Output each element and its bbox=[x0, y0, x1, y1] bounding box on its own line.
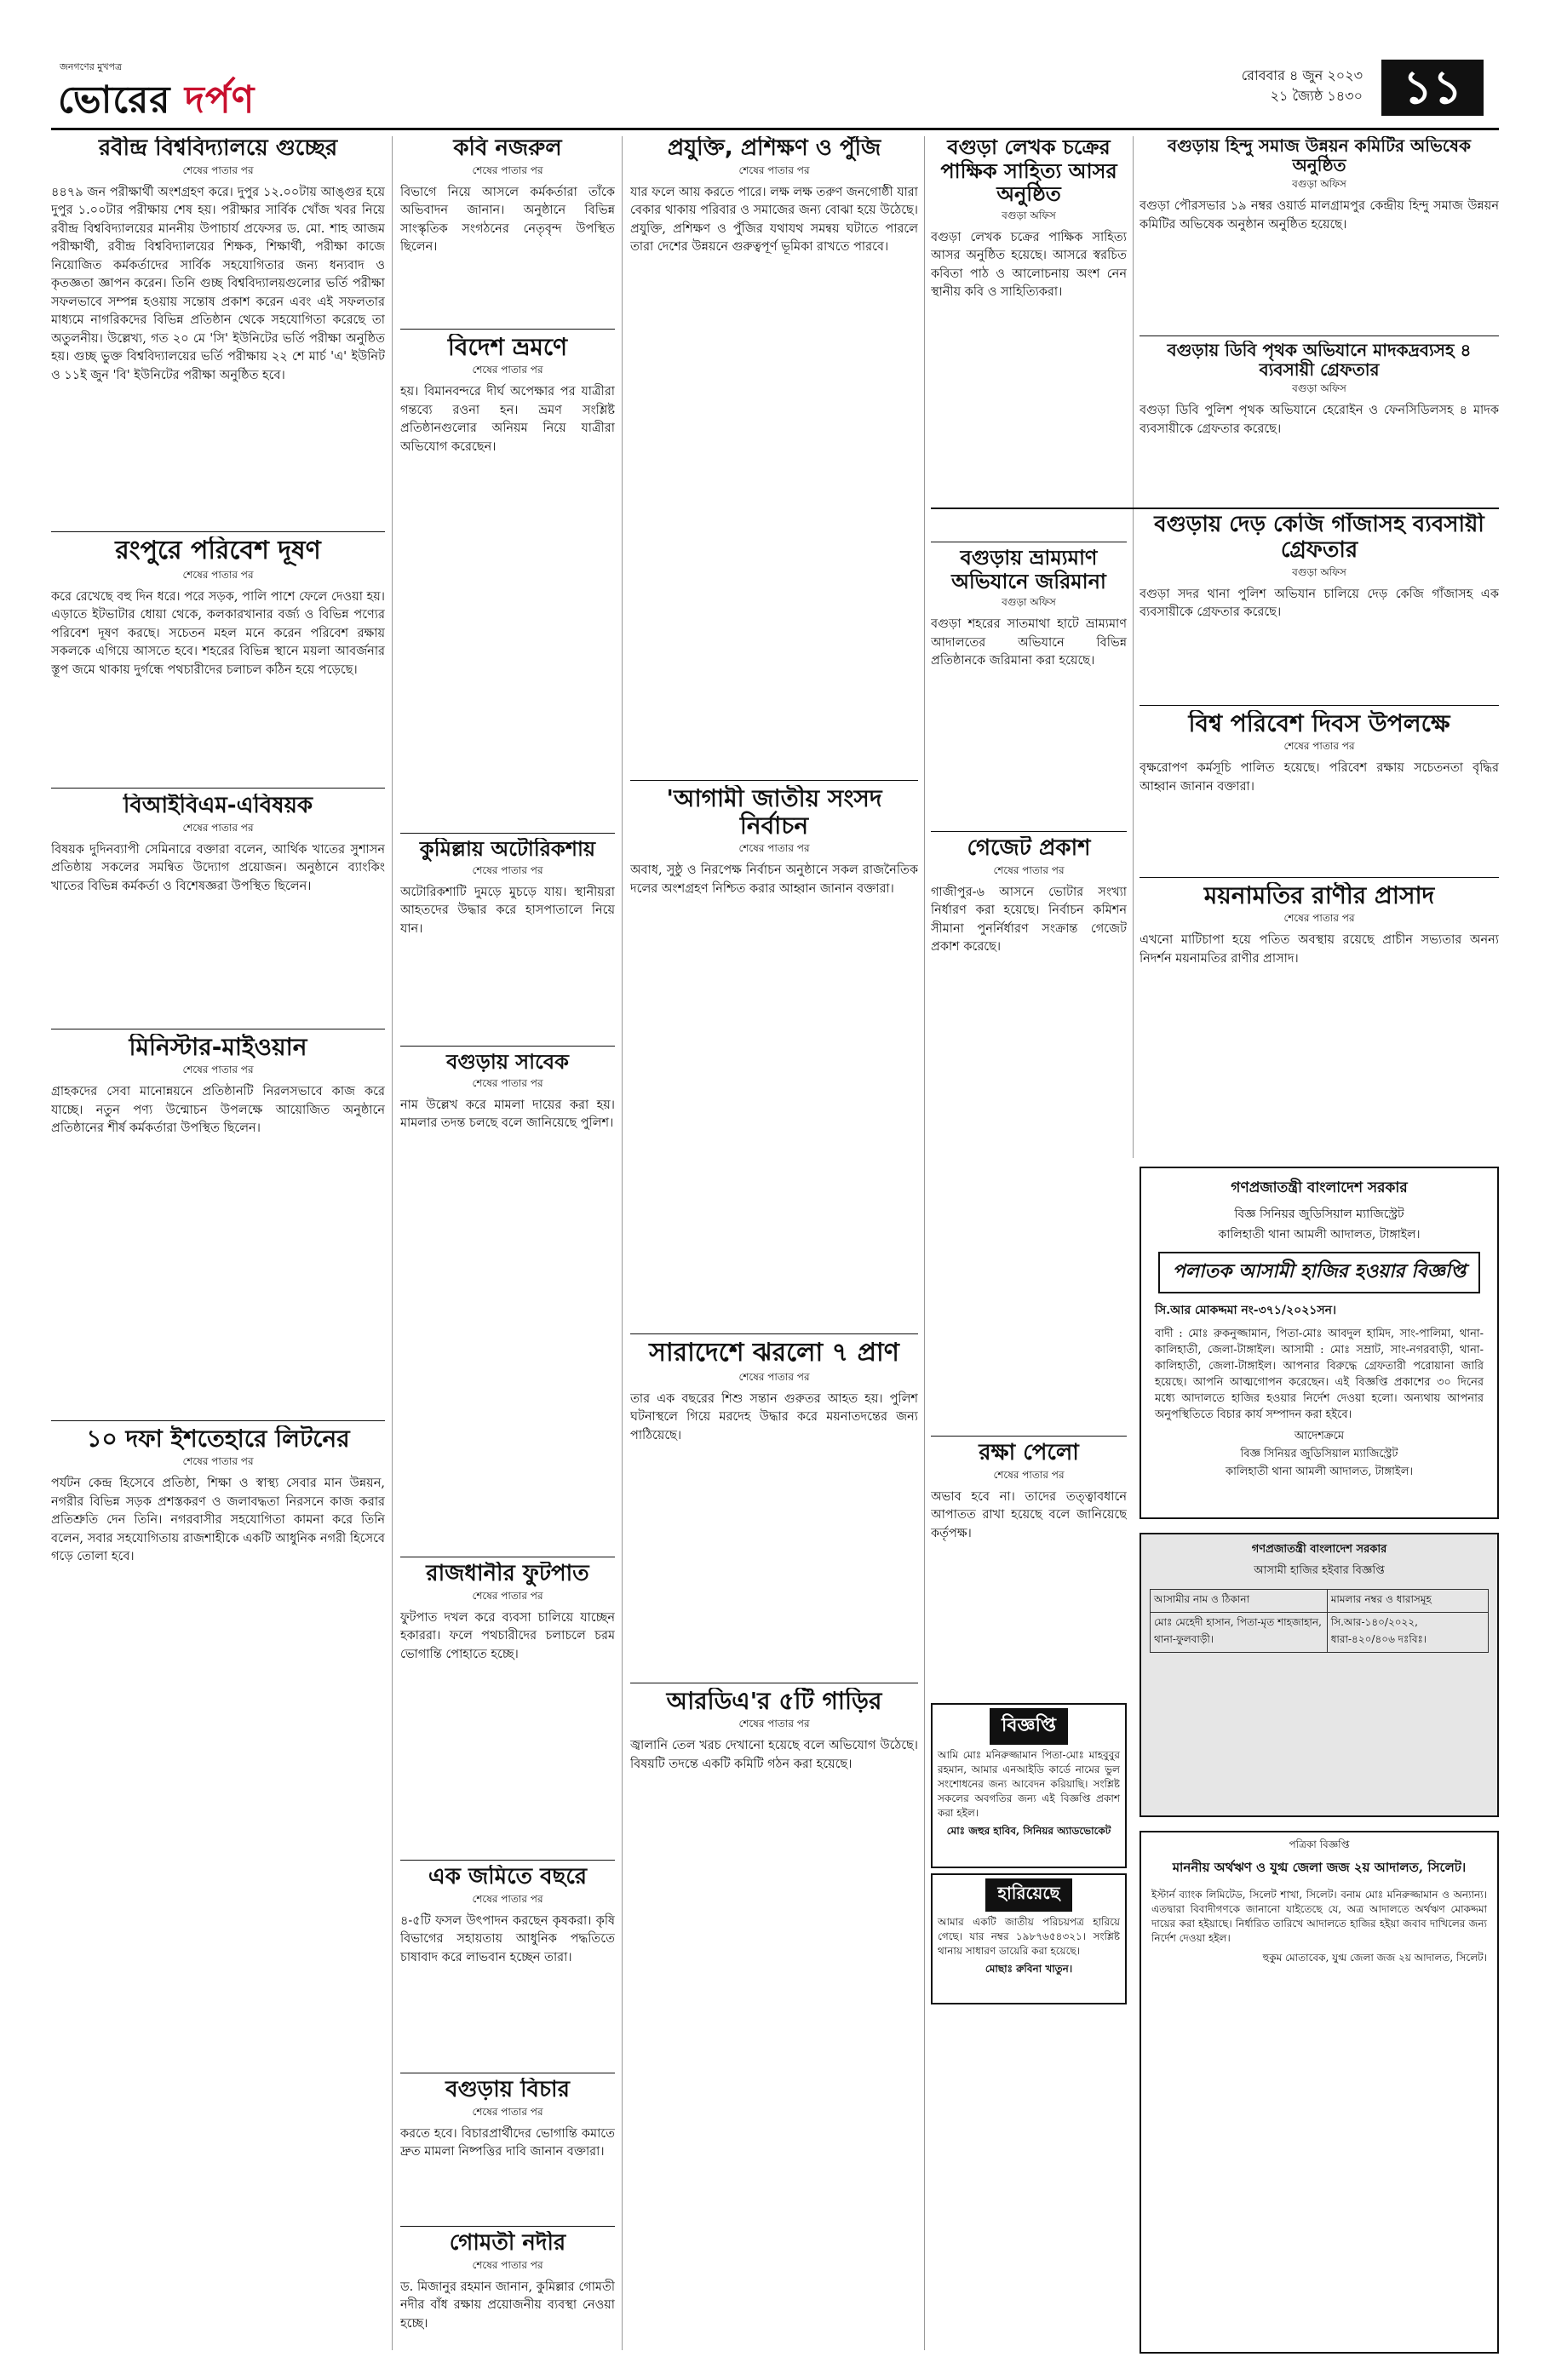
article-body: অভাব হবে না। তাদের তত্ত্বাবধানে আপাতত রাখা হয়েছে বলে জানিয়েছে কর্তৃপক্ষ। bbox=[931, 1489, 1127, 1540]
notice-govt: গণপ্রজাতন্ত্রী বাংলাদেশ সরকার bbox=[1231, 1179, 1408, 1196]
article-minister bbox=[51, 1034, 385, 1417]
notice2-title: আসামী হাজির হইবার বিজ্ঞপ্তি bbox=[1254, 1564, 1385, 1577]
article-7-pran bbox=[630, 1339, 918, 1679]
article-body: ৪-৫টি ফসল উৎপাদন করছেন কৃষকরা। কৃষি বিভাগের সহায়তায় আধুনিক পদ্ধতিতে চাষাবাদ করে লাভবান হচ্ছেন তারা। bbox=[400, 1913, 615, 1964]
article-gazette bbox=[931, 836, 1127, 1432]
article-subline: শেষের পাতার পর bbox=[1283, 740, 1355, 753]
article-ek-jomite bbox=[400, 1865, 615, 2069]
bijnapti-sign: মোঃ জহুর হাবিব, সিনিয়র অ্যাডভোকেট bbox=[946, 1825, 1111, 1837]
article-subline: বগুড়া অফিস bbox=[1002, 209, 1056, 221]
headline: বিশ্ব পরিবেশ দিবস উপলক্ষে bbox=[1188, 710, 1450, 737]
article-lekhok-chakra bbox=[931, 136, 1127, 536]
article-ganja bbox=[1140, 513, 1499, 700]
article-body: করে রেখেছে বহু দিন ধরে। পরে সড়ক, পালি পাশে ফেলে দেওয়া হয়। এড়াতে ইটভাটার ধোয়া থেকে, কলকারখানার বর্জ্য ও বিভিন্ন পণ্যের পরিবেশ দূষণ করছে। সচেতন মহল মনে করেন পরিবেশ রক্ষায় সকলকে এগিয়ে আসতে হবে। শহরের বিভিন্ন স্থানে ময়লা আবর্জনার স্তূপ জমে থাকায় দুর্গন্ধে পথচারীদের চলাচল কঠিন হয়ে পড়েছে। bbox=[51, 589, 385, 677]
article-gomoti bbox=[400, 2231, 615, 2350]
separator bbox=[1140, 877, 1499, 878]
headline: রংপুরে পরিবেশ দূষণ bbox=[115, 536, 321, 565]
article-subline: বগুড়া অফিস bbox=[1292, 565, 1346, 578]
article-footpath bbox=[400, 1562, 615, 1855]
notice3-sub: পত্রিকা বিজ্ঞপ্তি bbox=[1289, 1838, 1350, 1850]
harieche-body: আমার একটি জাতীয় পরিচয়পত্র হারিয়ে গেছে। যার নম্বর ১৯৮৭৬৫৪৩২১। সংশ্লিষ্ট থানায় সাধারণ ডায়েরি করা হয়েছে। bbox=[938, 1916, 1120, 1957]
article-body: বগুড়া লেখক চক্রের পাক্ষিক সাহিত্য আসর অনুষ্ঠিত হয়েছে। আসরে স্বরচিত কবিতা পাঠ ও আলোচনায় অংশ নেন স্থানীয় কবি ও সাহিত্যিকরা। bbox=[931, 230, 1127, 300]
article-subline: শেষের পাতার পর bbox=[472, 1076, 543, 1089]
separator bbox=[931, 831, 1127, 832]
notice2-col-header: আসামীর নাম ও ঠিকানা bbox=[1151, 1590, 1328, 1613]
article-subline: শেষের পাতার পর bbox=[472, 364, 543, 376]
headline: প্রযুক্তি, প্রশিক্ষণ ও পুঁজি bbox=[667, 136, 881, 161]
article-body: ড. মিজানুর রহমান জানান, কুমিল্লার গোমতী নদীর বাঁধ রক্ষায় প্রয়োজনীয় ব্যবস্থা নেওয়া হচ্ছে। bbox=[400, 2280, 615, 2331]
notice2-table bbox=[1150, 1589, 1489, 1653]
headline: বিআইবিএম-এবিষয়ক bbox=[123, 794, 313, 818]
separator bbox=[630, 780, 918, 781]
court-notice-2 bbox=[1140, 1533, 1499, 1817]
headline: ময়নামতির রাণীর প্রাসাদ bbox=[1203, 882, 1435, 909]
harieche-ad bbox=[931, 1873, 1127, 2004]
article-body: পর্যটন কেন্দ্র হিসেবে প্রতিষ্ঠা, শিক্ষা ও স্বাস্থ্য সেবার মান উন্নয়ন, নগরীর বিভিন্ন সড়ক প্রশস্তকরণ ও জলাবদ্ধতা নিরসনে কাজ করার প্রতিশ্রুতি দেন তিনি। নগরবাসীর সহযোগিতা কামনা করে তিনি বলেন, সবার সহযোগিতায় রাজশাহীকে একটি আধুনিক নগরী হিসেবে গড়ে তোলা হবে। bbox=[51, 1477, 385, 1564]
court-notice-kalihati bbox=[1140, 1167, 1499, 1519]
article-body: বগুড়া ডিবি পুলিশ পৃথক অভিযানে হেরোইন ও ফেনসিডিলসহ ৪ মাদক ব্যবসায়ীকে গ্রেফতার করেছে। bbox=[1140, 404, 1499, 436]
notice-title: পলাতক আসামী হাজির হওয়ার বিজ্ঞপ্তি bbox=[1172, 1261, 1467, 1282]
article-subline: শেষের পাতার পর bbox=[182, 1064, 254, 1076]
headline: বগুড়ায় সাবেক bbox=[446, 1051, 569, 1074]
separator bbox=[400, 833, 615, 834]
headline: কুমিল্লায় অটোরিকশায় bbox=[419, 838, 596, 861]
newspaper-logo bbox=[58, 72, 255, 119]
notice-case-no: সি.আর মোকদ্দমা নং-৩৭১/২০২১সন। bbox=[1155, 1304, 1337, 1317]
article-body: এখনো মাটিচাপা হয়ে পতিত অবস্থায় রয়েছে প্রাচীন সভ্যতার অনন্য নিদর্শন ময়নামতির রাণীর প্রাসাদ। bbox=[1140, 933, 1499, 966]
article-subline: শেষের পাতার পর bbox=[738, 1718, 810, 1730]
article-body: অবাধ, সুষ্ঠু ও নিরপেক্ষ নির্বাচন অনুষ্ঠানে সকল রাজনৈতিক দলের অংশগ্রহণ নিশ্চিত করার আহ্বান জানান বক্তারা। bbox=[630, 863, 918, 896]
article-body: বগুড়া পৌরসভার ১৯ নম্বর ওয়ার্ড মালগ্রামপুর কেন্দ্রীয় হিন্দু সমাজ উন্নয়ন কমিটির অভিষেক অনুষ্ঠান অনুষ্ঠিত হয়েছে। bbox=[1140, 199, 1499, 232]
separator bbox=[51, 788, 385, 789]
article-subline: শেষের পাতার পর bbox=[472, 1589, 543, 1602]
harieche-title: হারিয়েছে bbox=[985, 1878, 1071, 1912]
notice3-sign: হুকুম মোতাবেক, যুগ্ম জেলা জজ ২য় আদালত, সিলেট। bbox=[1262, 1952, 1487, 1964]
logo-part1: ভোরের bbox=[58, 78, 171, 119]
separator bbox=[51, 1420, 385, 1421]
separator bbox=[400, 2226, 615, 2227]
bijnapti-title: বিজ্ঞপ্তি bbox=[990, 1708, 1068, 1745]
separator bbox=[400, 329, 615, 330]
article-body: ৪৪৭৯ জন পরীক্ষার্থী অংশগ্রহণ করে। দুপুর ১২.০০টায় আঙ্গুর হয়ে দুপুর ১.০০টার পরীক্ষায় শেষ হয়। পরীক্ষার সার্বিক খোঁজ খবর নিয়ে রবীন্দ্র বিশ্ববিদ্যালয়ের মাননীয় উপাচার্য প্রফেসর ড. মো. শাহ আজম পরীক্ষার্থী, রবীন্দ্র বিশ্ববিদ্যালয়ের শিক্ষক, শিক্ষার্থী, পরীক্ষা কাজে নিয়োজিত কর্মকর্তাদের সার্বিক সহযোগিতার জন্য ধন্যবাদ ও কৃতজ্ঞতা জ্ঞাপন করেন। তিনি গুচ্ছ বিশ্ববিদ্যালয়গুলোর ভর্তি পরীক্ষা সফলভাবে সম্পন্ন হওয়ায় সন্তোষ প্রকাশ করেন এবং এই সফলতার মাধ্যমে নাগরিকদের বিভিন্ন প্রতিষ্ঠান থেকে সহযোগিতা করেছে তা অতুলনীয়। উল্লেখ্য, গত ২০ মে 'সি' ইউনিটের ভর্তি পরীক্ষা অনুষ্ঠিত হয়। গুচ্ছ ভুক্ত বিশ্ববিদ্যালয়ের ভর্তি পরীক্ষায় ২২ শে মার্চ 'এ' ইউনিট ও ১১ই জুন 'বি' ইউনিটের পরীক্ষা অনুষ্ঠিত হবে। bbox=[51, 185, 385, 382]
separator bbox=[931, 1436, 1127, 1437]
headline: বিদেশ ভ্রমণে bbox=[447, 334, 568, 361]
article-body: বগুড়া সদর থানা পুলিশ অভিযান চালিয়ে দেড় কেজি গাঁজাসহ এক ব্যবসায়ীকে গ্রেফতার করেছে। bbox=[1140, 587, 1499, 620]
column-divider bbox=[622, 136, 623, 2350]
bijnapti-ad bbox=[931, 1703, 1127, 1868]
notice2-cell: মোঃ মেহেদী হাসান, পিতা-মৃত শাহজাহান, থানা-ফুলবাড়ী। bbox=[1151, 1613, 1328, 1653]
notice-court-loc: কালিহাতী থানা আমলী আদালত, টাঙ্গাইল। bbox=[1218, 1228, 1421, 1242]
article-bogura-sabek bbox=[400, 1051, 615, 1553]
article-body: বৃক্ষরোপণ কর্মসূচি পালিত হয়েছে। পরিবেশ রক্ষায় সচেতনতা বৃদ্ধির আহ্বান জানান বক্তারা। bbox=[1140, 761, 1499, 794]
article-db-ovijan bbox=[1140, 341, 1499, 502]
notice2-cell: সি.আর-১৪০/২০২২, ধারা-৪২০/৪০৬ দঃবিঃ। bbox=[1327, 1613, 1488, 1653]
headline: বগুড়ায় দেড় কেজি গাঁজাসহ ব্যবসায়ী গ্রেফতার bbox=[1154, 513, 1484, 563]
notice3-title: মাননীয় অর্থঋণ ও যুগ্ম জেলা জজ ২য় আদালত, সিলেট। bbox=[1172, 1860, 1467, 1875]
article-subline: শেষের পাতার পর bbox=[472, 2258, 543, 2271]
article-body: গাজীপুর-৬ আসনে ভোটার সংখ্যা নির্ধারণ করা হয়েছে। নির্বাচন কমিশন সীমানা পুনর্নির্ধারণ সংক্রান্ত গেজেট প্রকাশ করেছে। bbox=[931, 885, 1127, 955]
notice2-col-header: মামলার নম্বর ও ধারাসমূহ bbox=[1327, 1590, 1488, 1613]
article-liton bbox=[51, 1425, 385, 2345]
article-nazrul bbox=[400, 136, 615, 324]
article-body: ফুটপাত দখল করে ব্যবসা চালিয়ে যাচ্ছেন হকাররা। ফলে পথচারীদের চলাচলে চরম ভোগান্তি পোহাতে হচ্ছে। bbox=[400, 1610, 615, 1661]
separator bbox=[1140, 705, 1499, 706]
date-line-gregorian: রোববার ৪ জুন ২০২৩ bbox=[1241, 67, 1363, 83]
article-body: অটোরিকশাটি দুমড়ে মুচড়ে যায়। স্থানীয়রা আহতদের উদ্ধার করে হাসপাতালে নিয়ে যান। bbox=[400, 885, 615, 936]
article-subline: শেষের পাতার পর bbox=[738, 842, 810, 855]
article-subline: শেষের পাতার পর bbox=[738, 163, 810, 176]
headline: কবি নজরুল bbox=[453, 136, 562, 161]
article-body: তার এক বছরের শিশু সন্তান গুরুতর আহত হয়। পুলিশ ঘটনাস্থলে গিয়ে মরদেহ উদ্ধার করে ময়নাতদন্তের জন্য পাঠিয়েছে। bbox=[630, 1391, 918, 1442]
headline: ১০ দফা ইশতেহারে লিটনের bbox=[86, 1425, 350, 1453]
notice-court: বিজ্ঞ সিনিয়র জুডিসিয়াল ম্যাজিস্ট্রেট bbox=[1234, 1207, 1404, 1221]
headline: আরডিএ'র ৫টি গাড়ির bbox=[666, 1688, 882, 1715]
separator bbox=[400, 1046, 615, 1047]
article-hindu-samaj bbox=[1140, 136, 1499, 332]
article-rangpur bbox=[51, 536, 385, 783]
article-rda bbox=[630, 1688, 918, 2352]
article-projukti bbox=[630, 136, 918, 775]
notice2-header: গণপ্রজাতন্ত্রী বাংলাদেশ সরকার bbox=[1251, 1543, 1387, 1556]
article-subline: শেষের পাতার পর bbox=[472, 863, 543, 876]
notice-sign-court: বিজ্ঞ সিনিয়র জুডিসিয়াল ম্যাজিস্ট্রেট bbox=[1240, 1448, 1398, 1460]
article-subline: শেষের পাতার পর bbox=[472, 163, 543, 176]
article-rabindra bbox=[51, 136, 385, 528]
headline: বগুড়ায় হিন্দু সমাজ উন্নয়ন কমিটির অভিষেক অনুষ্ঠিত bbox=[1168, 136, 1471, 175]
notice-body: বাদী : মোঃ রুকনুজ্জামান, পিতা-মোঃ আবদুল হামিদ, সাং-পালিমা, থানা-কালিহাতী, জেলা-টাঙ্গাইল। আসামী : মোঃ সম্রাট, সাং-নগরবাড়ী, থানা-কালিহাতী, জেলা-টাঙ্গাইল। আপনার বিরুদ্ধে গ্রেফতারী পরোয়ানা জারি হয়েছে। আপনি আত্মগোপন করেছেন। এই বিজ্ঞপ্তি প্রকাশের ৩০ দিনের মধ্যে আদালতে হাজির হওয়ার নির্দেশ দেওয়া হলো। অন্যথায় আপনার অনুপস্থিতিতে বিচার কার্য সম্পাদন করা হইবে। bbox=[1155, 1328, 1484, 1421]
notice-sign-loc: কালিহাতী থানা আমলী আদালত, টাঙ্গাইল। bbox=[1225, 1465, 1414, 1478]
bijnapti-body: আমি মোঃ মনিরুজ্জামান পিতা-মোঃ মাহবুবুর রহমান, আমার এনআইডি কার্ডে নামের ভুল সংশোধনের জন্য আবেদন করিয়াছি। সংশ্লিষ্ট সকলের অবগতির জন্য এই বিজ্ঞপ্তি প্রকাশ করা হইল। bbox=[938, 1749, 1120, 1819]
logo-part2: দর্পণ bbox=[184, 78, 255, 119]
article-rokkha bbox=[931, 1441, 1127, 1696]
headline: রবীন্দ্র বিশ্ববিদ্যালয়ে গুচ্ছের bbox=[98, 136, 338, 161]
separator bbox=[51, 531, 385, 532]
separator bbox=[400, 1860, 615, 1861]
article-body: হয়। বিমানবন্দরে দীর্ঘ অপেক্ষার পর যাত্রীরা গন্তব্যে রওনা হন। ভ্রমণ সংশ্লিষ্ট প্রতিষ্ঠানগুলোর অনিয়ম নিয়ে যাত্রীরা অভিযোগ করেছেন। bbox=[400, 385, 615, 454]
column-divider bbox=[924, 136, 925, 2350]
article-subline: শেষের পাতার পর bbox=[182, 568, 254, 581]
headline: গেজেট প্রকাশ bbox=[967, 836, 1091, 861]
headline: রক্ষা পেলো bbox=[979, 1441, 1079, 1465]
article-body: জ্বালানি তেল খরচ দেখানো হয়েছে বলে অভিযোগ উঠেছে। বিষয়টি তদন্তে একটি কমিটি গঠন করা হয়েছে। bbox=[630, 1739, 918, 1771]
page-number: ১১ bbox=[1381, 60, 1484, 116]
separator bbox=[630, 1333, 918, 1334]
headline: রাজধানীর ফুটপাত bbox=[426, 1562, 589, 1586]
article-bichar bbox=[400, 2078, 615, 2222]
article-subline: শেষের পাতার পর bbox=[993, 863, 1065, 876]
headline: গোমতী নদীর bbox=[449, 2231, 566, 2256]
article-body: যার ফলে আয় করতে পারে। লক্ষ লক্ষ তরুণ জনগোষ্ঠী যারা বেকার থাকায় পরিবার ও সমাজের জন্য বোঝা হয়ে উঠেছে। প্রযুক্তি, প্রশিক্ষণ ও পুঁজির যথাযথ সমন্বয় ঘটাতে পারলে তারা দেশের উন্নয়নে গুরুত্বপূর্ণ ভূমিকা রাখতে পারবে। bbox=[630, 185, 918, 255]
column-divider bbox=[1133, 136, 1134, 1158]
separator bbox=[931, 508, 1499, 509]
headline: বগুড়া লেখক চক্রের পাক্ষিক সাহিত্য আসর অনুষ্ঠিত bbox=[940, 136, 1117, 207]
notice-sign-title: আদেশক্রমে bbox=[1294, 1430, 1345, 1442]
headline: এক জমিতে বছরে bbox=[428, 1865, 588, 1890]
article-body: করতে হবে। বিচারপ্রার্থীদের ভোগান্তি কমাতে দ্রুত মামলা নিষ্পত্তির দাবি জানান বক্তারা। bbox=[400, 2126, 615, 2159]
article-sangsad bbox=[630, 785, 918, 1330]
article-body: গ্রাহকদের সেবা মানোন্নয়নে প্রতিষ্ঠানটি নিরলসভাবে কাজ করে যাচ্ছে। নতুন পণ্য উন্মোচন উপলক্ষে আয়োজিত অনুষ্ঠানে প্রতিষ্ঠানের শীর্ষ কর্মকর্তারা উপস্থিত ছিলেন। bbox=[51, 1085, 385, 1136]
headline: বগুড়ায় বিচার bbox=[445, 2078, 570, 2102]
date-line-bengali: ২১ জ্যৈষ্ঠ ১৪৩০ bbox=[1270, 88, 1363, 104]
column-divider bbox=[392, 136, 393, 2350]
article-poribesh-dibos bbox=[1140, 710, 1499, 872]
article-subline: বগুড়া অফিস bbox=[1292, 382, 1346, 394]
article-subline: শেষের পাতার পর bbox=[472, 2105, 543, 2118]
article-body: নাম উল্লেখ করে মামলা দায়ের করা হয়। মামলার তদন্ত চলছে বলে জানিয়েছে পুলিশ। bbox=[400, 1098, 615, 1131]
headline: সারাদেশে ঝরলো ৭ প্রাণ bbox=[649, 1339, 899, 1368]
article-vramyoman bbox=[931, 547, 1127, 828]
article-bidesh bbox=[400, 334, 615, 828]
court-notice-sylhet bbox=[1140, 1831, 1499, 2354]
article-subline: বগুড়া অফিস bbox=[1002, 596, 1056, 609]
article-subline: শেষের পাতার পর bbox=[182, 1455, 254, 1468]
headline: মিনিস্টার-মাইওয়ান bbox=[129, 1034, 307, 1061]
article-subline: শেষের পাতার পর bbox=[182, 163, 254, 176]
article-bibm bbox=[51, 794, 385, 1024]
article-subline: শেষের পাতার পর bbox=[1283, 912, 1355, 925]
separator bbox=[1140, 335, 1499, 336]
masthead bbox=[51, 60, 1499, 119]
headline: বগুড়ায় ডিবি পৃথক অভিযানে মাদকদ্রব্যসহ ৪ ব্যবসায়ী গ্রেফতার bbox=[1167, 341, 1472, 380]
headline: বগুড়ায় ভ্রাম্যমাণ অভিযানে জরিমানা bbox=[951, 547, 1106, 594]
masthead-rule bbox=[51, 128, 1499, 130]
article-body: বিষয়ক দুদিনব্যাপী সেমিনারে বক্তারা বলেন, আর্থিক খাতের সুশাসন প্রতিষ্ঠায় সকলের সমন্বিত উদ্যোগ প্রয়োজন। অনুষ্ঠানে ব্যাংকিং খাতের বিভিন্ন কর্মকর্তা ও বিশেষজ্ঞরা উপস্থিত ছিলেন। bbox=[51, 842, 385, 893]
article-subline: শেষের পাতার পর bbox=[472, 1892, 543, 1905]
article-subline: শেষের পাতার পর bbox=[738, 1370, 810, 1383]
article-subline: শেষের পাতার পর bbox=[182, 821, 254, 834]
article-subline: বগুড়া অফিস bbox=[1292, 178, 1346, 190]
notice3-body: ইস্টার্ন ব্যাংক লিমিটেড, সিলেট শাখা, সিলেট। বনাম মোঃ মনিরুজ্জামান ও অন্যান্য। এতদ্বারা বিবাদীগণকে জানানো যাইতেছে যে, অত্র আদালতে অর্থঋণ মোকদ্দমা দায়ের করা হইয়াছে। নির্ধারিত তারিখে আদালতে হাজির হইয়া জবাব দাখিলের জন্য নির্দেশ দেওয়া হইল। bbox=[1151, 1889, 1487, 1944]
article-body: বিভাগে নিয়ে আসলে কর্মকর্তারা তাঁকে অভিবাদন জানান। অনুষ্ঠানে বিভিন্ন সাংস্কৃতিক সংগঠনের নেতৃবৃন্দ উপস্থিত ছিলেন। bbox=[400, 185, 615, 255]
headline: 'আগামী জাতীয় সংসদ নির্বাচন bbox=[666, 785, 882, 840]
masthead-tagline: জনগণের মুখপত্র bbox=[60, 61, 123, 72]
harieche-sign: মোছাঃ রুবিনা খাতুন। bbox=[985, 1963, 1073, 1975]
article-body: বগুড়া শহরের সাতমাথা হাটে ভ্রাম্যমাণ আদালতের অভিযানে বিভিন্ন প্রতিষ্ঠানকে জরিমানা করা হয়েছে। bbox=[931, 617, 1127, 668]
article-moynamoti bbox=[1140, 882, 1499, 1138]
article-comilla bbox=[400, 838, 615, 1042]
article-subline: শেষের পাতার পর bbox=[993, 1468, 1065, 1481]
